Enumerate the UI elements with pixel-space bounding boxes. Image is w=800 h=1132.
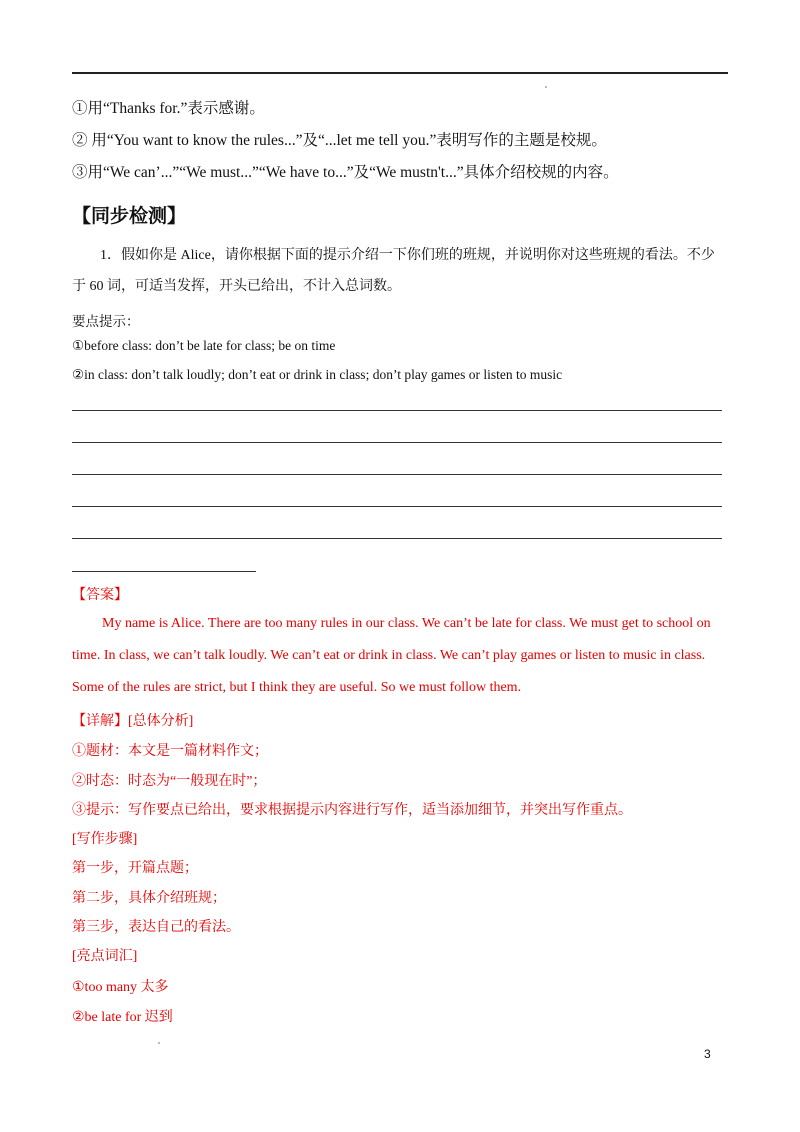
answer-label: 【答案】 xyxy=(72,588,128,603)
section-heading: 【同步检测】 xyxy=(72,205,187,227)
intro-line-3: ③用“We can’...”“We must...”“We have to...”及“We mustn't...”具体介绍校规的内容。 xyxy=(72,164,619,181)
page-number: 3 xyxy=(704,1047,711,1061)
writing-line xyxy=(72,506,722,507)
writing-line xyxy=(72,442,722,443)
hint-1: ①before class: don’t be late for class; be on time xyxy=(72,338,336,353)
vocab-1: ①too many 太多 xyxy=(72,980,169,995)
step-2: 第二步，具体介绍班规； xyxy=(72,891,226,906)
top-rule xyxy=(72,72,728,74)
task-prompt: 1．假如你是 Alice，请你根据下面的提示介绍一下你们班的班规，并说明你对这些班规的看法。不少于 60 词，可适当发挥，开头已给出，不计入总词数。 xyxy=(72,248,715,294)
footnote-rule xyxy=(72,571,256,572)
writing-line xyxy=(72,538,722,539)
writing-line xyxy=(72,410,722,411)
speck xyxy=(545,86,547,88)
analysis-label: 【详解】[总体分析] xyxy=(72,714,194,729)
answer-text: My name is Alice. There are too many rules in our class. We can’t be late for class. We must get to school on time. In class, we can’t talk loudly. We can’t eat or drink in class. We can’t play games or listen to music in class. Some of the rules are strict, but I think they are useful. So we must follow them. xyxy=(72,616,711,695)
writing-line xyxy=(72,474,722,475)
analysis-line-1: ①题材：本文是一篇材料作文； xyxy=(72,744,268,759)
step-3: 第三步，表达自己的看法。 xyxy=(72,920,240,935)
steps-label: [写作步骤] xyxy=(72,832,138,847)
intro-line-2: ② 用“You want to know the rules...”及“...let me tell you.”表明写作的主题是校规。 xyxy=(72,132,607,149)
analysis-line-3: ③提示：写作要点已给出，要求根据提示内容进行写作，适当添加细节，并突出写作重点。 xyxy=(72,803,632,818)
speck xyxy=(158,1042,160,1044)
analysis-line-2: ②时态：时态为“一般现在时”； xyxy=(72,774,267,789)
hint-2: ②in class: don’t talk loudly; don’t eat or drink in class; don’t play games or listen to music xyxy=(72,367,563,382)
vocab-2: ②be late for 迟到 xyxy=(72,1010,173,1025)
step-1: 第一步，开篇点题； xyxy=(72,861,198,876)
hints-label: 要点提示： xyxy=(72,314,140,329)
intro-line-1: ①用“Thanks for.”表示感谢。 xyxy=(72,100,265,117)
vocab-label: [亮点词汇] xyxy=(72,949,138,964)
